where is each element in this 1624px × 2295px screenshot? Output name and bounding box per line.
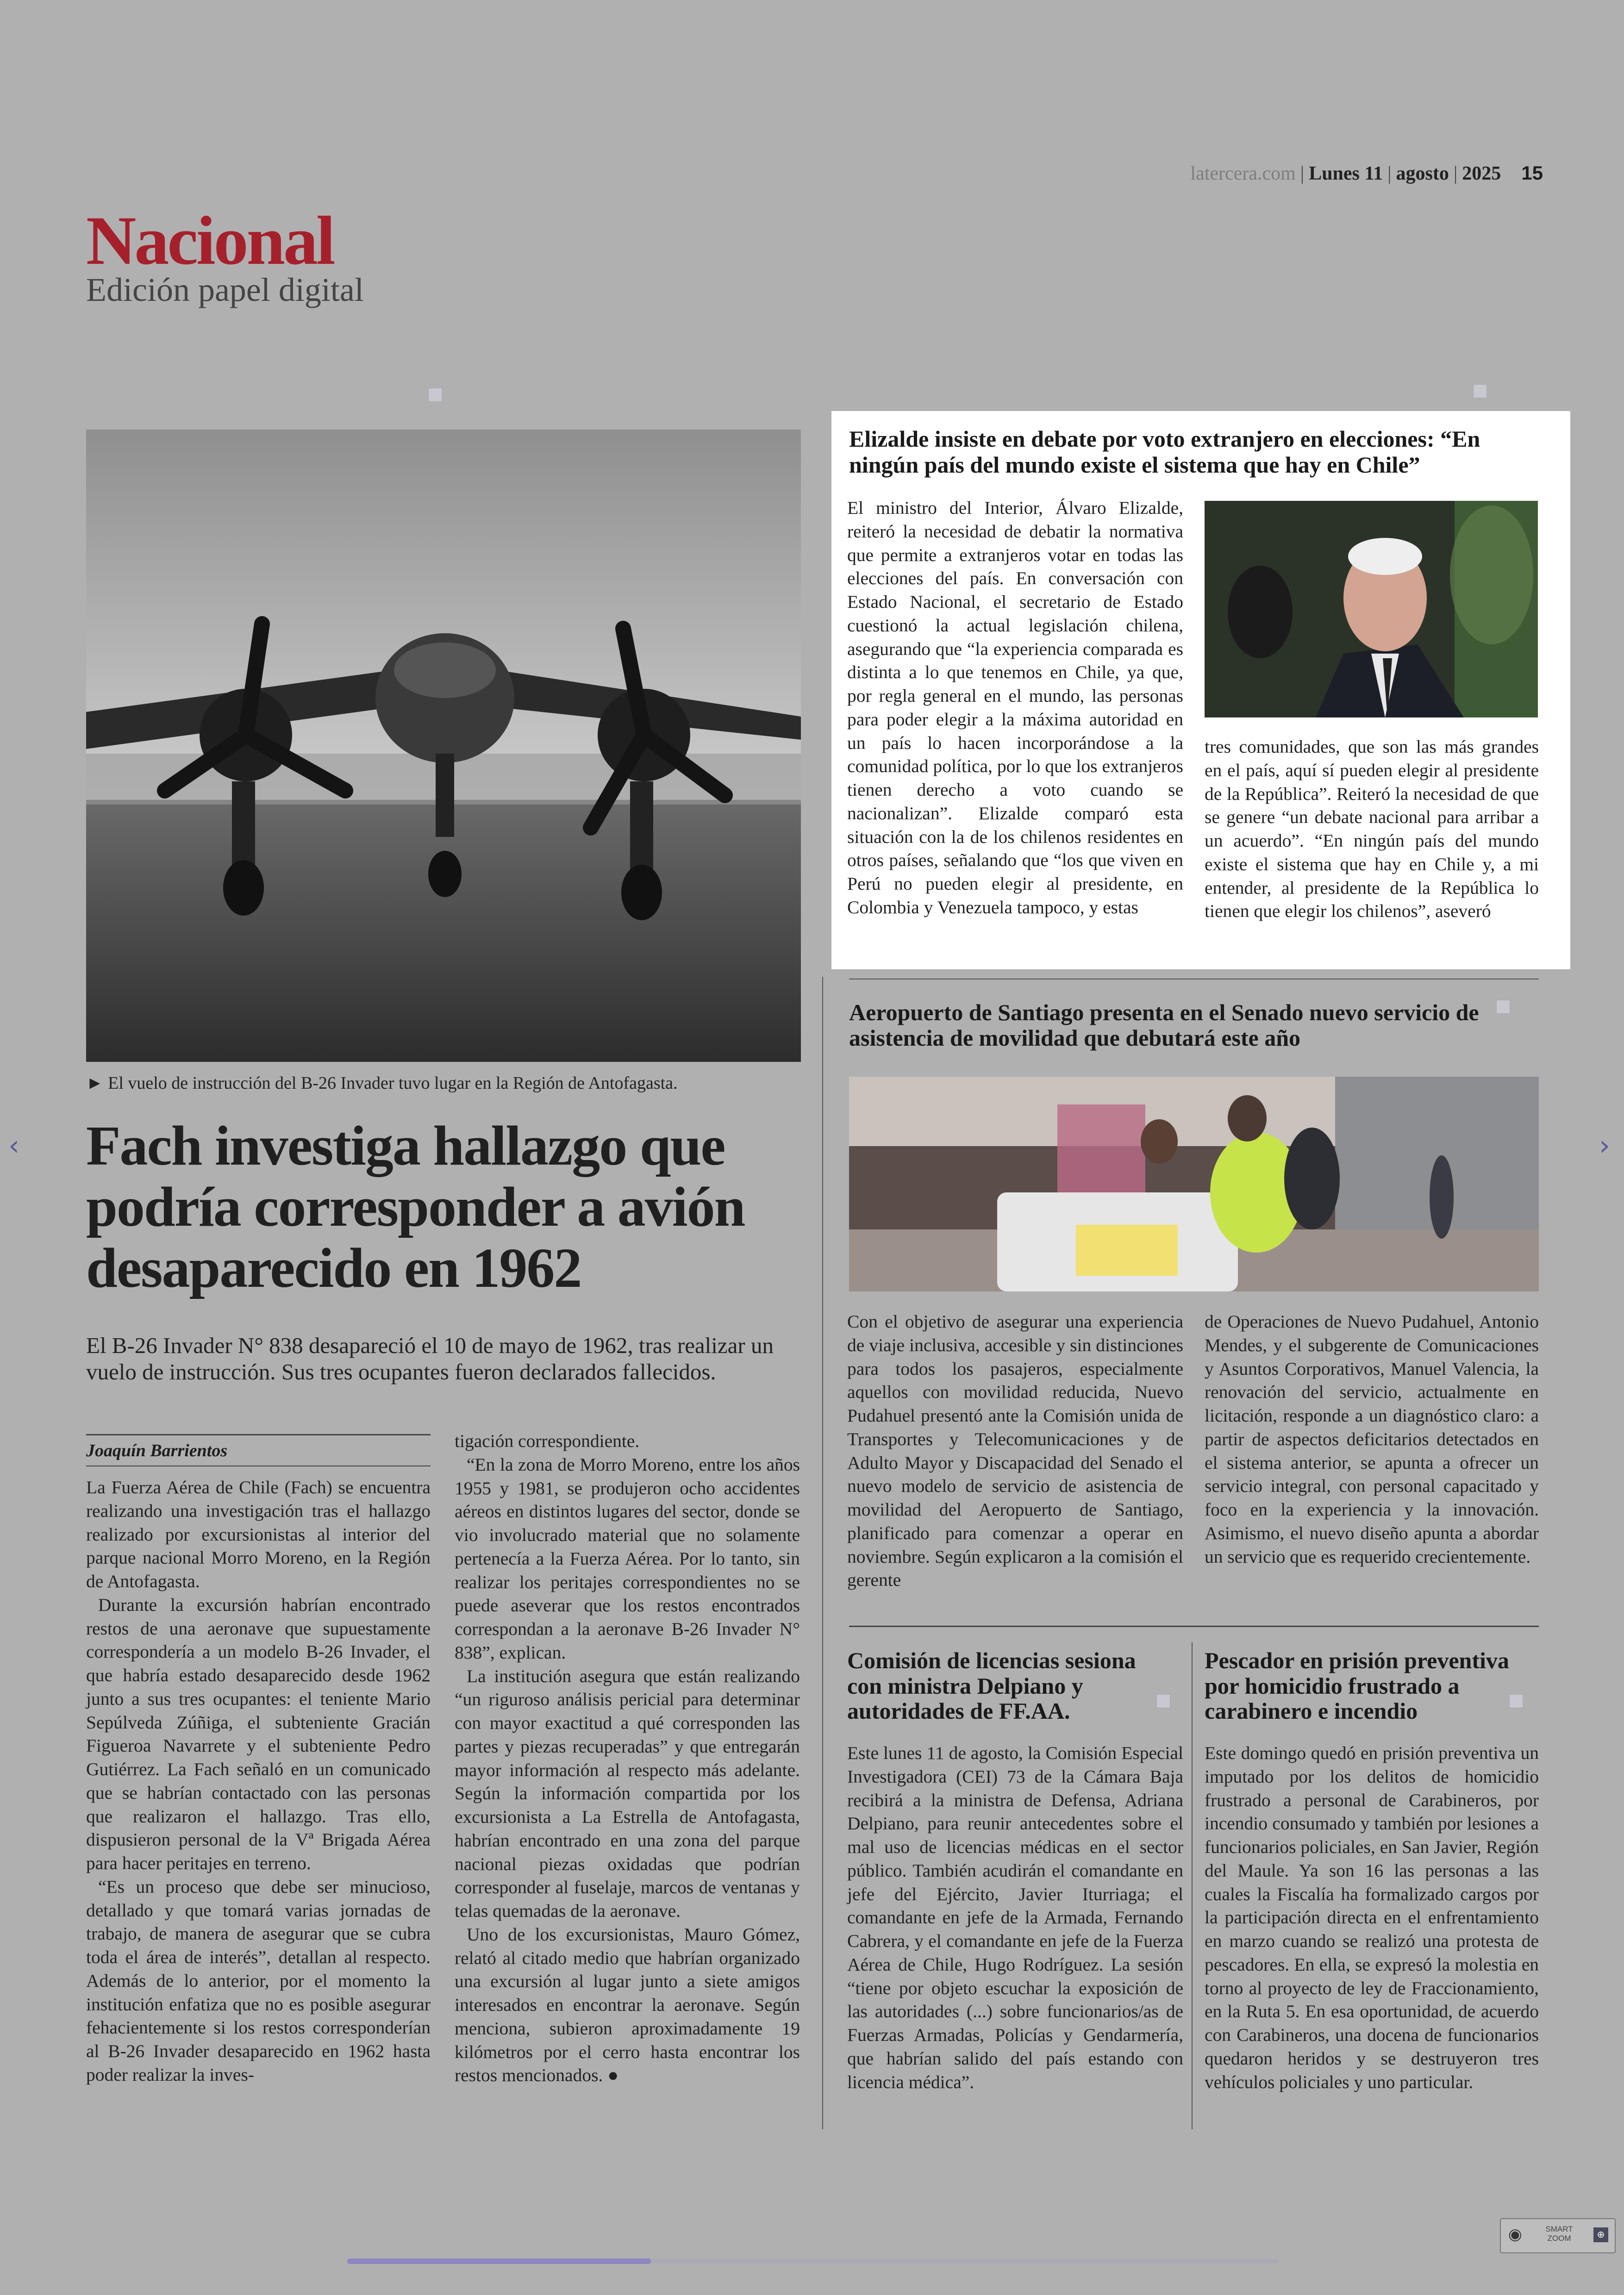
comision-headline: Comisión de licencias sesiona con ministra Delpiano y autoridades de FF.AA. [847, 1647, 1136, 1724]
date-day: Lunes 11 [1309, 163, 1383, 184]
aeropuerto-headline: Aeropuerto de Santiago presenta en el Senado nuevo servicio de asistencia de movilidad que debutará este año [849, 999, 1479, 1051]
paragraph: Durante la excursión habrían encontrado restos de una aeronave que supuestamente correspondería a un modelo B-26 Invader, el que habría estado desaparecido desde 1962 junto a sus tres ocupantes: el teniente Mario Sepúlveda Zúñiga, el subteniente Gracián Figueroa Navarrete y el subteniente Pedro Gutiérrez. La Fach señaló en un comunicado que se habrían contactado con las personas que realizaron el hallazgo. Tras ello, dispusieron personal de la Vª Brigada Aérea para hacer peritajes en terreno. [86, 1594, 431, 1873]
main-headline: Fach investiga hallazgo que podría corresponder a avión desaparecido en 1962 [86, 1115, 745, 1299]
chevron-left-icon[interactable]: ‹ [8, 1129, 19, 1162]
main-standfirst: El B-26 Invader N° 838 desapareció el 10 de mayo de 1962, tras realizar un vuelo de instrucción. Sus tres ocupantes fueron declarados fallecidos. [86, 1333, 774, 1385]
article-marker-icon[interactable] [1473, 384, 1487, 398]
page-number: 15 [1521, 162, 1543, 184]
pescador-body: Este domingo quedó en prisión preventiva un imputado por los delitos de homicidio frustrado a personal de Carabineros, por incendio consumado y también por lesiones a funcionarios policiales, en San Javier, Región del Maule. Ya son 16 las personas a las cuales la Fiscalía ha formalizado cargos por la participación directa en el enfrentamiento en marzo cuando se realizó una protesta de pescadores. En ella, se expresó la molestia en torno al proyecto de ley de Fraccionamiento, en la Ruta 5. En esa oportunidad, de acuerdo con Carabineros, una docena de funcionarios quedaron heridos y se destruyeron tres vehículos policiales y uno particular. [1205, 1743, 1539, 2092]
aeropuerto-column-2: de Operaciones de Nuevo Pudahuel, Antonio Mendes, y el subgerente de Comunicaciones y Asuntos Corporativos, Manuel Valencia, la renovación del servicio, actualmente en licitación, responde a un diagnóstico claro: a partir de aspectos deficitarios detectados en el sistema anterior, se apunta a ofrecer un servicio integral, con personal capacitado y foco en la experiencia y la innovación. Asimismo, el nuevo diseño apunta a abordar un servicio que es requerido crecientemente. [1205, 1311, 1539, 1567]
scrollbar-thumb[interactable] [347, 2258, 651, 2264]
elizalde-column-1: El ministro del Interior, Álvaro Elizalde, reiteró la necesidad de debatir la normativa que permite a extranjeros votar en todas las elecciones del país. En conversación con Estado Nacional, el secretario de Estado cuestionó la actual legislación chilena, asegurando que “la experiencia comparada es distinta a lo que tenemos en Chile, ya que, por regla general en el mundo, las personas para poder elegir a la máxima autoridad en un país lo hacen incorporándose a la comunidad política, por lo que los extranjeros tienen derecho a voto cuando se nacionalizan”. Elizalde comparó esta situación con la de los chilenos residentes en otros países, señalando que “los que viven en Perú no pueden elegir al presidente, en Colombia y Venezuela tampoco, y estas [847, 498, 1183, 917]
masthead: latercera.com | Lunes 11 | agosto | 2025 15 [1190, 162, 1543, 184]
byline-rule-top [86, 1434, 431, 1435]
paragraph: tigación correspondiente. [455, 1431, 640, 1451]
smart-zoom-label: SMART ZOOM [1545, 2225, 1573, 2243]
photo-caption: ► El vuelo de instrucción del B-26 Invader tuvo lugar en la Región de Antofagasta. [86, 1073, 678, 1093]
date-month: agosto [1396, 163, 1449, 184]
airport-photo [849, 1077, 1539, 1291]
article-marker-icon[interactable] [428, 388, 442, 402]
column-divider [1192, 1642, 1193, 2129]
date-year: 2025 [1462, 163, 1501, 184]
article-marker-icon[interactable] [1496, 1000, 1510, 1014]
aeropuerto-column-1: Con el objetivo de asegurar una experiencia de viaje inclusiva, accesible y sin distinciones para todos los pasajeros, especialmente aquellos con movilidad reducida, Nuevo Pudahuel presentó ante la Comisión unida de Transportes y Telecomunicaciones y de Adulto Mayor y Discapacidad del Senado el nuevo modelo de servicio de asistencia de movilidad del Aeropuerto de Santiago, planificado para comenzar a operar en noviembre. Según explicaron a la comisión el gerente [847, 1311, 1183, 1590]
paragraph: “En la zona de Morro Moreno, entre los años 1955 y 1981, se produjeron ocho accidentes aéreos en distintos lugares del sector, donde se vio involucrado material que no solamente pertenecía a la Fuerza Aérea. Por lo tanto, sin realizar los peritajes correspondientes no se puede aseverar que los restos encontrados correspondan a la aeronave B-26 Invader N° 838”, explican. [455, 1454, 800, 1663]
column-divider [822, 977, 823, 2129]
main-column-2 [455, 1429, 800, 2087]
paragraph: “Es un proceso que debe ser minucioso, detallado y que tomará varias jornadas de trabajo, de manera de asegurar que se cubra toda el área de interés”, detallan al respecto. Además de lo anterior, por el momento la institución enfatiza que no es posible asegurar fehacientemente si los restos corresponderían al B-26 Invader desaparecido en 1962 hasta poder realizar la inves- [86, 1876, 431, 2085]
main-column-1 [86, 1476, 431, 2087]
byline: Joaquín Barrientos [86, 1441, 228, 1460]
paragraph: Uno de los excursionistas, Mauro Gómez, relató al citado medio que habrían organizado una excursión al lugar junto a siete amigos interesados en encontrar la aeronave. Según menciona, subieron aproximadamente 19 kilómetros por el cerro hasta encontrar los restos mencionados. [455, 1924, 800, 2086]
paragraph: La Fuerza Aérea de Chile (Fach) se encuentra realizando una investigación tras el hallazgo realizado por excursionistas al interior del parque nacional Morro Moreno, en la Región de Antofagasta. [86, 1477, 431, 1591]
end-mark-icon: ● [603, 2065, 619, 2086]
site-name: latercera.com [1190, 163, 1296, 184]
story-rule [849, 1626, 1539, 1627]
elizalde-column-2: tres comunidades, que son las más grandes en el país, aquí sí pueden elegir al presidente de la República”. Reiteró la necesidad de que se genere “un debate nacional para arribar a un acuerdo”. “En ningún país del mundo existe el sistema que hay en Chile y, a mi entender, al presidente de la República lo tienen que elegir los chilenos”, aseveró [1205, 736, 1539, 922]
aircraft-photo [86, 430, 801, 1062]
section-subtitle: Edición papel digital [86, 271, 364, 308]
zoom-icon: ⊕ [1593, 2227, 1608, 2242]
comision-body: Este lunes 11 de agosto, la Comisión Especial Investigadora (CEI) 73 de la Cámara Baja recibirá a la ministra de Defensa, Adriana Delpiano, para reunir antecedentes sobre el mal uso de licencias médicas en el sector público. También acudirán el comandante en jefe del Ejército, Javier Iturriaga; el comandante en jefe de la Armada, Fernando Cabrera, y el comandante en jefe de la Fuerza Aérea de Chile, Hugo Rodríguez. La sesión “tiene por objeto escuchar la exposición de las autoridades (...) sobre funcionarios/as de Fuerzas Armadas, Policías y Gendarmería, que habrían salido del país estando con licencia médica”. [847, 1743, 1183, 2092]
smart-zoom-button[interactable] [1500, 2218, 1616, 2253]
paragraph: La institución asegura que están realizando “un riguroso análisis pericial para determinar con mayor exactitud a qué corresponden las partes y piezas recuperadas” y que entregarán mayor información al respecto más adelante. Según la información compartida por los excursionista a La Estrella de Antofagasta, habrían encontrado en una zona del parque nacional piezas oxidadas que podrían corresponder al fuselaje, marcos de ventanas y telas quemadas de la aeronave. [455, 1665, 800, 1921]
elizalde-headline: Elizalde insiste en debate por voto extranjero en elecciones: “En ningún país del mundo existe el sistema que hay en Chile” [849, 426, 1480, 478]
elizalde-photo [1205, 501, 1538, 717]
eye-icon: ◉ [1508, 2226, 1522, 2243]
section-title: Nacional [86, 202, 334, 279]
chevron-right-icon[interactable]: › [1599, 1129, 1610, 1162]
pescador-headline: Pescador en prisión preventiva por homicidio frustrado a carabinero e incendio [1205, 1647, 1509, 1724]
